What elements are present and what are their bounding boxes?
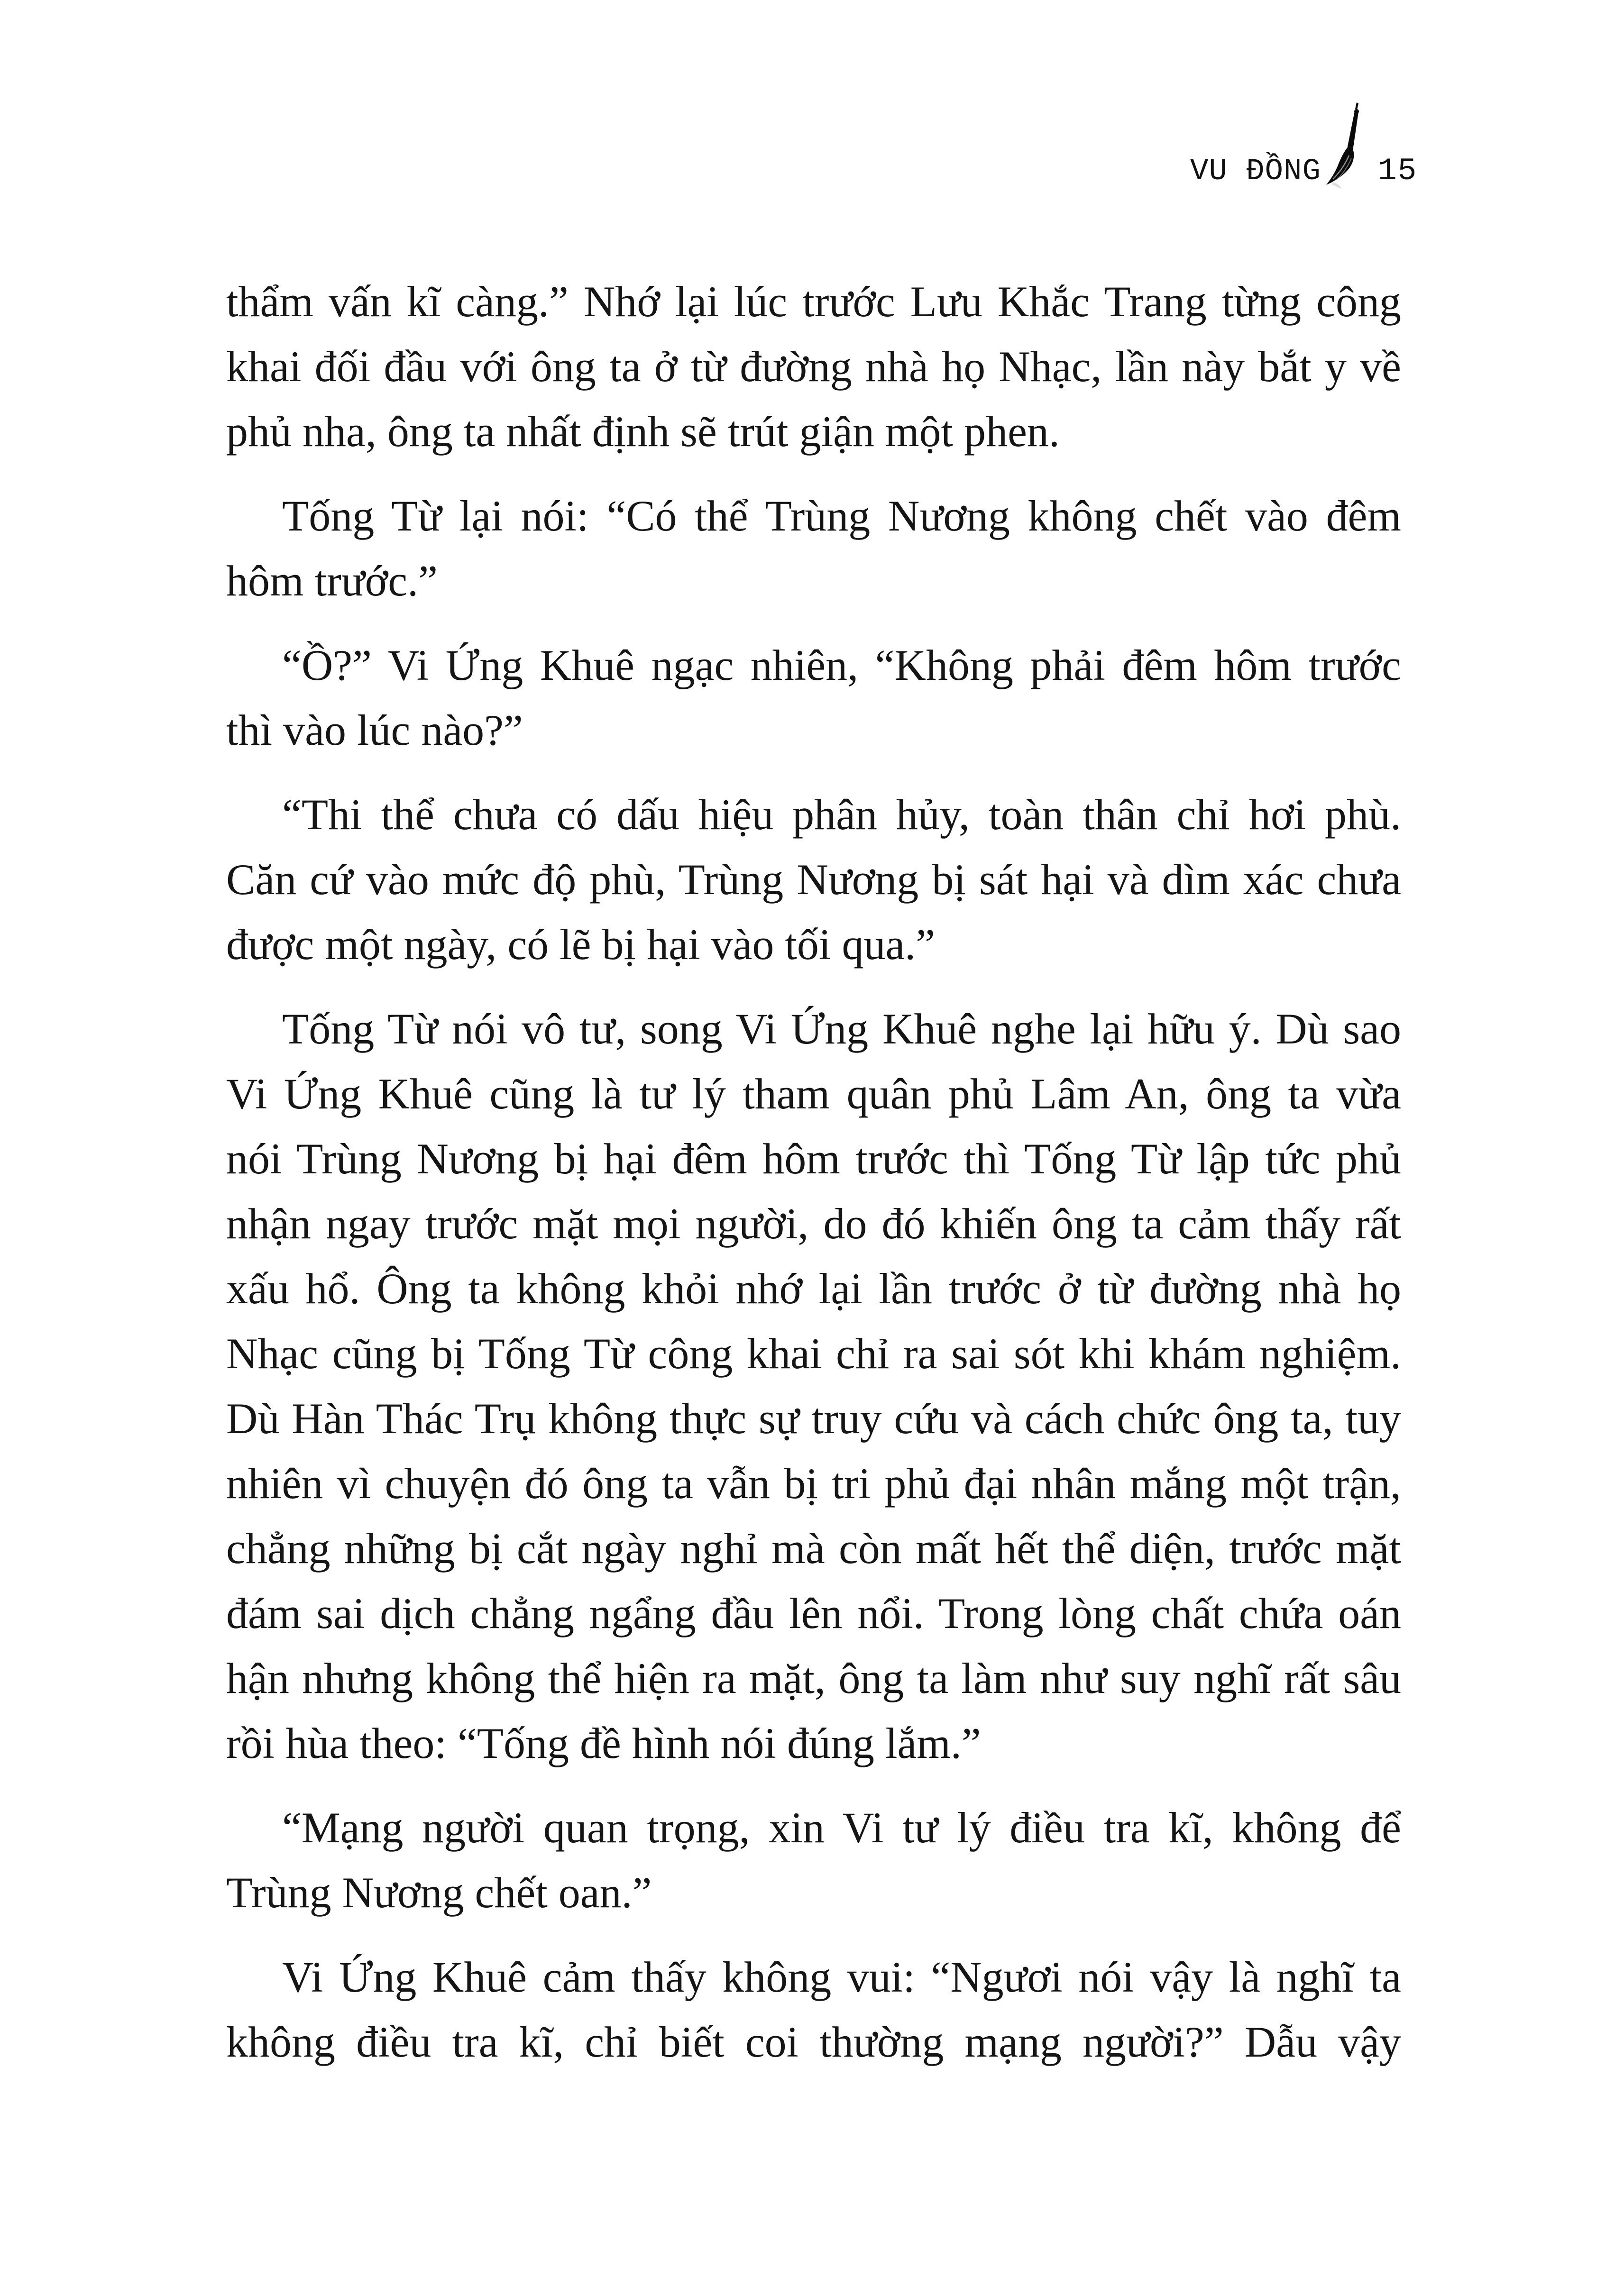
paragraph xyxy=(226,269,1401,464)
paragraph xyxy=(226,633,1401,763)
text-line: khai đối đầu với ông ta ở từ đường nhà họ Nhạc, lần này bắt y về xyxy=(226,342,1401,391)
text-line: chẳng những bị cắt ngày nghỉ mà còn mất hết thể diện, trước mặt xyxy=(226,1524,1401,1573)
text-line: nhiên vì chuyện đó ông ta vẫn bị tri phủ đại nhân mắng một trận, xyxy=(226,1459,1401,1508)
paragraph xyxy=(226,1795,1401,1925)
text-line: Dù Hàn Thác Trụ không thực sự truy cứu và cách chức ông ta, tuy xyxy=(226,1394,1401,1443)
text-line: hận nhưng không thể hiện ra mặt, ông ta làm như suy nghĩ rất sâu xyxy=(226,1654,1401,1702)
text-line: được một ngày, có lẽ bị hại vào tối qua.” xyxy=(226,920,936,969)
text-line: Nhạc cũng bị Tống Từ công khai chỉ ra sai sót khi khám nghiệm. xyxy=(226,1329,1401,1378)
text-line: xấu hổ. Ông ta không khỏi nhớ lại lần trước ở từ đường nhà họ xyxy=(226,1264,1401,1313)
text-line: Vi Ứng Khuê cảm thấy không vui: “Ngươi nói vậy là nghĩ ta xyxy=(282,1953,1401,2001)
text-line: hôm trước.” xyxy=(226,557,438,605)
text-line: Tống Từ lại nói: “Có thể Trùng Nương không chết vào đêm xyxy=(282,492,1401,540)
text-line: đám sai dịch chẳng ngẩng đầu lên nổi. Trong lòng chất chứa oán xyxy=(226,1589,1401,1637)
text-line: “Ồ?” Vi Ứng Khuê ngạc nhiên, “Không phải đêm hôm trước xyxy=(282,641,1401,689)
paragraph xyxy=(226,782,1401,977)
text-line: “Thi thể chưa có dấu hiệu phân hủy, toàn thân chỉ hơi phù. xyxy=(282,790,1401,839)
paragraph xyxy=(226,484,1401,613)
text-line: thẩm vấn kĩ càng.” Nhớ lại lúc trước Lưu Khắc Trang từng công xyxy=(226,277,1401,326)
page-number: 15 xyxy=(1378,153,1418,189)
text-line: phủ nha, ông ta nhất định sẽ trút giận một phen. xyxy=(226,407,1060,456)
text-line: thì vào lúc nào?” xyxy=(226,706,523,754)
paragraph xyxy=(226,997,1401,1776)
text-line: không điều tra kĩ, chỉ biết coi thường mạng người?” Dẫu vậy xyxy=(226,2018,1401,2066)
paragraph xyxy=(226,1945,1401,2075)
text-line: nói Trùng Nương bị hại đêm hôm trước thì Tống Từ lập tức phủ xyxy=(226,1134,1401,1183)
running-title: VU ĐỒNG xyxy=(1190,155,1321,189)
text-line: nhận ngay trước mặt mọi người, do đó khiến ông ta cảm thấy rất xyxy=(226,1199,1401,1248)
text-line: rồi hùa theo: “Tống đề hình nói đúng lắm.” xyxy=(226,1719,981,1767)
text-line: Trùng Nương chết oan.” xyxy=(226,1868,652,1917)
text-line: Tống Từ nói vô tư, song Vi Ứng Khuê nghe lại hữu ý. Dù sao xyxy=(282,1005,1401,1053)
calligraphy-brush-icon xyxy=(1323,102,1367,189)
text-line: Căn cứ vào mức độ phù, Trùng Nương bị sát hại và dìm xác chưa xyxy=(226,855,1401,904)
text-line: Vi Ứng Khuê cũng là tư lý tham quân phủ Lâm An, ông ta vừa xyxy=(226,1070,1401,1118)
page-header xyxy=(0,0,1624,199)
body-text xyxy=(226,269,1401,2075)
text-line: “Mạng người quan trọng, xin Vi tư lý điều tra kĩ, không để xyxy=(282,1803,1401,1852)
